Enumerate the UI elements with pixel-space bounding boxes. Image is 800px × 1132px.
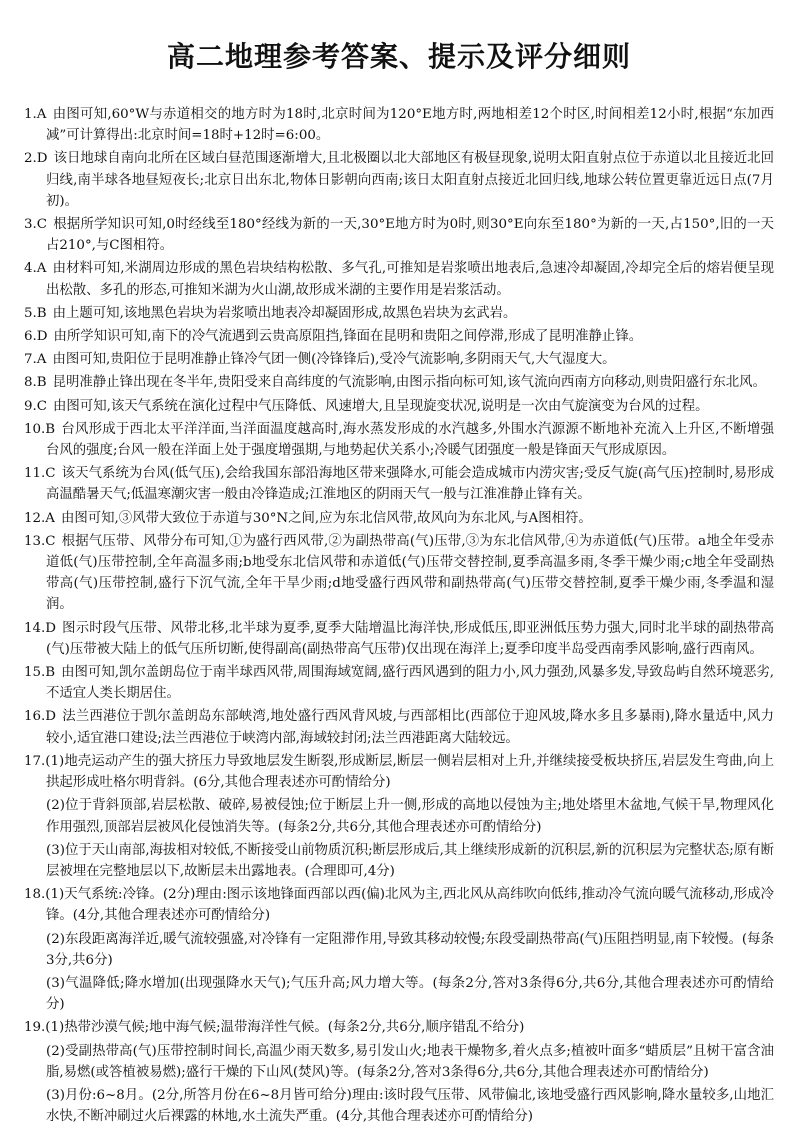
- answer-sub-item: (2)位于背斜顶部,岩层松散、破碎,易被侵蚀;位于断层上升一侧,形成的高地以侵蚀为主;地处塔里木盆地,气候干旱,物理风化作用强烈,顶部岩层被风化侵蚀消失等。(每条2分,共6分,其他合理表述亦可酌情给分): [46, 798, 774, 835]
- answer-explanation: 法兰西港位于凯尔盖朗岛东部峡湾,地处盛行西风背风坡,与西部相比(西部位于迎风坡,降水多且多暴雨),降水量适中,风力较小,适宜港口建设;法兰西港位于峡湾内部,海域较封闭;法兰西港距离大陆较远。: [46, 709, 774, 746]
- question-number: 5.: [24, 305, 37, 321]
- question-number: 13.: [24, 533, 46, 549]
- answer-item: [24, 508, 774, 529]
- answer-item: [24, 706, 774, 748]
- answer-list: [24, 104, 774, 1127]
- question-number: 4.: [24, 261, 37, 277]
- question-number: 6.: [24, 329, 37, 345]
- answer-explanation: (1)天气系统:冷锋。(2分)理由:图示该地锋面西部以西(偏)北风为主,西北风从高纬吹向低纬,推动冷气流向暖气流移动,形成冷锋。(4分,其他合理表述亦可酌情给分): [45, 887, 774, 924]
- answer-explanation: 根据气压带、风带分布可知,①为盛行西风带,②为副热带高(气)压带,③为东北信风带,④为赤道低(气)压带。a地全年受赤道低(气)压带控制,全年高温多雨;b地受东北信风带和赤道低(气)压带交替控制,夏季高温多雨,冬季干燥少雨;c地全年受副热带高(气)压带控制,盛行下沉气流,全年干旱少雨;d地受盛行西风带和副热带高(气)压带交替控制,夏季干燥少雨,冬季温和湿润。: [46, 533, 774, 613]
- answer-letter: B: [45, 665, 56, 681]
- answer-item: [24, 1017, 774, 1038]
- answer-item: [24, 214, 774, 256]
- question-number: 1.: [24, 107, 37, 122]
- question-number: 9.: [24, 398, 37, 414]
- answer-explanation: 由图可知,③风带大致位于赤道与30°N之间,应为东北信风带,故风向为东北风,与A图相符。: [60, 510, 592, 526]
- answer-letter: B: [45, 421, 56, 437]
- question-number: 16.: [24, 709, 46, 725]
- answer-explanation: 由图可知,贵阳位于昆明准静止锋冷气团一侧(冷锋锋后),受冷气流影响,多阴雨天气,大气湿度大。: [52, 352, 616, 368]
- answer-item: [24, 396, 774, 417]
- answer-explanation: 根据所学知识可知,0时经线至180°经线为新的一天,30°E地方时为0时,则30°E向东至180°为新的一天,占150°,旧的一天占210°,与C图相符。: [46, 217, 774, 254]
- answer-item: [24, 618, 774, 660]
- question-number: 8.: [24, 375, 37, 391]
- answer-letter: C: [45, 533, 56, 549]
- question-number: 17.: [24, 753, 46, 769]
- answer-letter: B: [36, 375, 47, 391]
- answer-item: [24, 463, 774, 505]
- answer-item: [24, 884, 774, 926]
- answer-letter: A: [36, 261, 47, 277]
- answer-letter: A: [36, 352, 47, 368]
- answer-item: [24, 662, 774, 704]
- answer-letter: D: [36, 151, 48, 167]
- answer-letter: B: [36, 305, 47, 321]
- answer-item: [24, 326, 774, 347]
- answer-explanation: (1)地壳运动产生的强大挤压力导致地层发生断裂,形成断层,断层一侧岩层相对上升,并继续接受板块挤压,岩层发生弯曲,向上拱起形成吐格尔明背斜。(6分,其他合理表述亦可酌情给分): [45, 753, 774, 791]
- answer-item: [24, 258, 774, 300]
- answer-explanation: 昆明准静止锋出现在冬半年,贵阳受来自高纬度的气流影响,由图示指向标可知,该气流向西南方向移动,则贵阳盛行东北风。: [52, 375, 766, 391]
- question-number: 19.: [24, 1020, 46, 1036]
- answer-explanation: 图示时段气压带、风带北移,北半球为夏季,夏季大陆增温比海洋快,形成低压,即亚洲低压势力强大,同时北半球的副热带高(气)压带被大陆上的低气压所切断,使得副高(副热带高气压带)仅出现在海洋上;夏季印度半岛受西南季风影响,盛行西南风。: [46, 620, 774, 657]
- answer-sub-item: (3)气温降低;降水增加(出现强降水天气);气压升高;风力增大等。(每条2分,答对3条得6分,共6分,其他合理表述亦可酌情给分): [46, 975, 774, 1013]
- answer-item: [24, 419, 774, 461]
- question-number: 15.: [24, 665, 46, 681]
- answer-explanation: 该日地球自南向北所在区域白昼范围逐渐增大,且北极圈以北大部地区有极昼现象,说明太阳直射点位于赤道以北且接近北回归线,南半球各地昼短夜长;北京日出东北,物体日影朝向西南;该日太阳直射点接近北回归线,地球公转位置更靠近远日点(7月初)。: [46, 151, 774, 209]
- answer-item: [24, 372, 774, 393]
- answer-letter: D: [45, 709, 57, 725]
- answer-explanation: 台风形成于西北太平洋洋面,当洋面温度越高时,海水蒸发形成的水汽越多,外围水汽源源不断地补充流入上升区,不断增强台风的强度;台风一般在洋面上处于强度增强期,与地势起伏关系小;冷暖气团强度一般是锋面天气形成原因。: [46, 421, 774, 459]
- page-title: 高二地理参考答案、提示及评分细则: [166, 40, 631, 73]
- answer-explanation: 由图可知,60°W与赤道相交的地方时为18时,北京时间为120°E地方时,两地相差12个时区,时间相差12小时,根据“东加西减”可计算得出:北京时间=18时+12时=6:00。: [46, 107, 774, 144]
- answer-sub-item: (3)月份:6~8月。(2分,所答月份在6~8月皆可给分)理由:该时段气压带、风带偏北,该地受盛行西风影响,降水量较多,山地汇水快,不断冲刷过火后裸露的林地,水土流失严重。(4分,其他合理表述亦可酌情给分): [46, 1087, 774, 1125]
- answer-explanation: 由图可知,该天气系统在演化过程中气压降低、风速增大,且呈现旋变状况,说明是一次由气旋演变为台风的过程。: [53, 398, 709, 414]
- question-number: 2.: [24, 151, 37, 167]
- question-number: 7.: [24, 352, 37, 368]
- answer-letter: C: [45, 466, 56, 482]
- answer-sub-item: (2)受副热带高(气)压带控制时间长,高温少雨天数多,易引发山火;地表干燥物多,着火点多;植被叶面多“蜡质层”且树干富含油脂,易燃(或答植被易燃);盛行干燥的下山风(焚风)等。(每条2分,答对3条得6分,共6分,其他合理表述亦可酌情给分): [46, 1043, 774, 1080]
- answer-explanation: 由上题可知,该地黑色岩块为岩浆喷出地表冷却凝固形成,故黑色岩块为玄武岩。: [52, 305, 517, 321]
- question-number: 14.: [24, 620, 46, 636]
- question-number: 11.: [24, 466, 46, 482]
- answer-letter: D: [45, 620, 57, 636]
- answer-item: [24, 751, 774, 793]
- answer-sub-item: (2)东段距离海洋近,暖气流较强盛,对冷锋有一定阻滞作用,导致其移动较慢;东段受副热带高(气)压阻挡明显,南下较慢。(每条3分,共6分): [46, 931, 774, 968]
- answer-explanation: 由图可知,凯尔盖朗岛位于南半球西风带,周围海域宽阔,盛行西风遇到的阻力小,风力强劲,风暴多发,导致岛屿自然环境恶劣,不适宜人类长期居住。: [46, 665, 774, 702]
- answer-letter: C: [36, 398, 48, 414]
- answer-item: [24, 148, 774, 212]
- answer-item: [24, 531, 774, 616]
- answer-letter: C: [36, 217, 48, 233]
- answer-item: [24, 349, 774, 370]
- question-number: 18.: [24, 887, 46, 903]
- question-number: 12.: [24, 510, 46, 526]
- question-number: 10.: [24, 421, 46, 437]
- answer-explanation: 由所学知识可知,南下的冷气流遇到云贵高原阻挡,锋面在昆明和贵阳之间停滞,形成了昆明准静止锋。: [53, 329, 643, 345]
- answer-explanation: 该天气系统为台风(低气压),会给我国东部沿海地区带来强降水,可能会造成城市内涝灾害;受反气旋(高气压)控制时,易形成高温酷暑天气;低温寒潮灾害一般由冷锋造成;江淮地区的阴雨天气一般与江淮准静止锋有关。: [46, 466, 774, 503]
- answer-item: [24, 303, 774, 324]
- answer-letter: A: [45, 510, 55, 526]
- question-number: 3.: [24, 217, 37, 233]
- answer-letter: D: [36, 329, 48, 345]
- answer-item: [24, 104, 774, 146]
- answer-explanation: 由材料可知,米湖周边形成的黑色岩块结构松散、多气孔,可推知是岩浆喷出地表后,急速冷却凝固,冷却完全后的熔岩便呈现出松散、多孔的形态,可推知米湖为火山湖,故形成米湖的主要作用是岩浆活动。: [46, 261, 774, 298]
- answer-letter: A: [36, 107, 47, 122]
- answer-sub-item: (3)位于天山南部,海拔相对较低,不断接受山前物质沉积;断层形成后,其上继续形成新的沉积层,新的沉积层为完整状态;原有断层被埋在完整地层以下,故断层未出露地表。(合理即可,4分): [46, 842, 774, 879]
- answer-explanation: (1)热带沙漠气候;地中海气候;温带海洋性气候。(每条2分,共6分,顺序错乱不给分): [45, 1020, 525, 1036]
